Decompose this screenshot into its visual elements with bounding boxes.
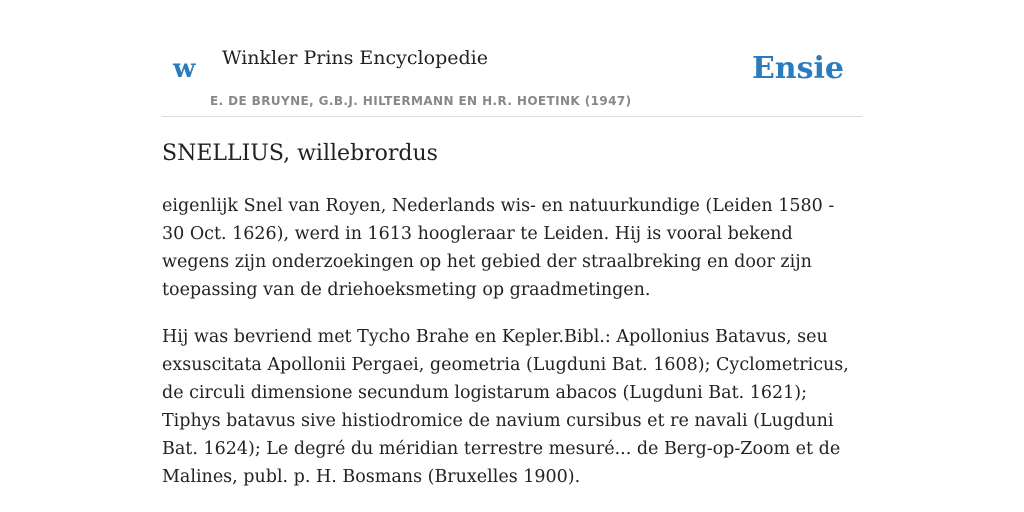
publication-title[interactable]: Winkler Prins Encyclopedie (222, 47, 488, 69)
article-paragraph: Hij was bevriend met Tycho Brahe en Kepler.Bibl.: Apollonius Batavus, seu exsuscitata Apollonii Pergaei, geometria (Lugduni Bat. 1608); Cyclometricus, de circuli dimensione secundum logistarum abacos (Lugduni Bat. 1621); Tiphys batavus sive histiodromice de navium cursibus et re navali (Lugduni Bat. 1624); Le degré du méridian terrestre mesuré... de Berg-op-Zoom et de Malines, publ. p. H. Bosmans (Bruxelles 1900). (162, 327, 849, 487)
article-title: SNELLIUS, willebrordus (162, 141, 438, 166)
article-body (162, 192, 862, 510)
publication-logo[interactable]: w (173, 54, 196, 84)
article-paragraph: eigenlijk Snel van Royen, Nederlands wis- en natuurkundige (Leiden 1580 - 30 Oct. 1626), werd in 1613 hoogleraar te Leiden. Hij is vooral bekend wegens zijn onderzoekingen op het gebied der straalbreking en door zijn toepassing van de driehoeksmeting op graadmetingen. (162, 196, 835, 300)
publication-authors: E. DE BRUYNE, G.B.J. HILTERMANN EN H.R. HOETINK (1947) (210, 94, 632, 108)
page-header (162, 0, 862, 117)
site-logo[interactable]: Ensie (751, 51, 844, 86)
